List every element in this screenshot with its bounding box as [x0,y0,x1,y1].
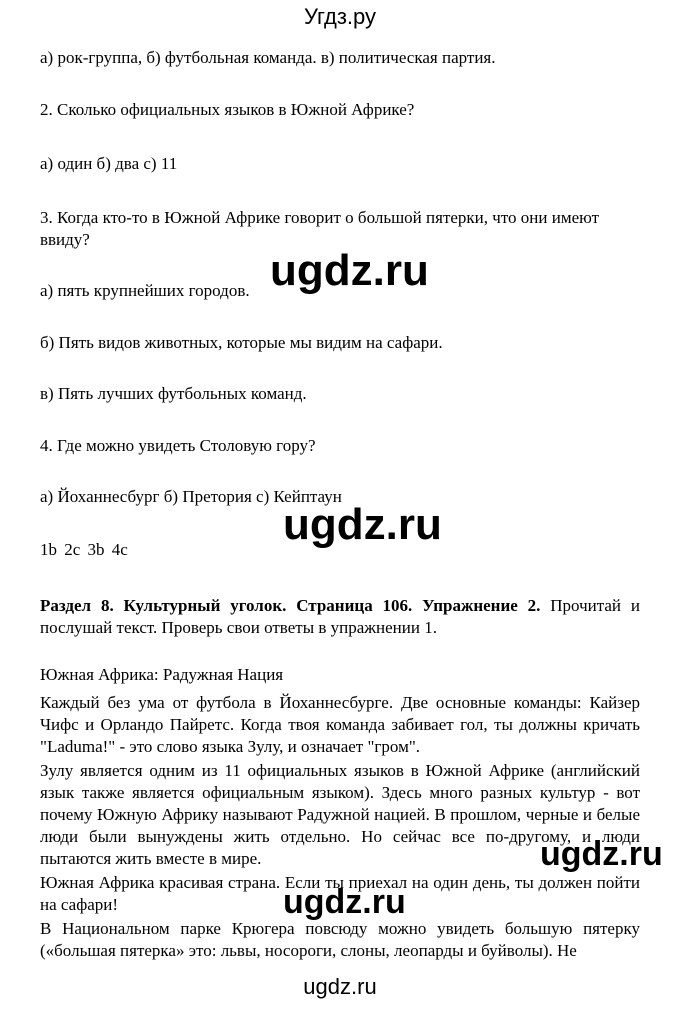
section-heading [40,595,640,639]
paragraph-3: Южная Африка красивая страна. Если ты приехал на один день, ты должен пойти на сафари! [40,873,640,914]
q3-option-c: в) Пять лучших футбольных команд. [40,384,307,403]
watermark: ugdz.ru [283,500,442,549]
watermark: ugdz.ru [270,246,429,295]
watermark: ugdz.ru [283,883,406,921]
watermark: ugdz.ru [540,835,663,873]
question-3: 3. Когда кто-то в Южной Африке говорит о большой пятерки, что они имеют ввиду? [40,208,600,249]
paragraph-1: Каждый без ума от футбола в Йоханнесбурге. Две основные команды: Кайзер Чифс и Орландо Пайретс. Когда твоя команда забивает гол, ты должны кричать "Laduma!" - это слово языка Зулу, и означает "гром". [40,693,640,756]
question-2: 2. Сколько официальных языков в Южной Африке? [40,100,415,119]
q4-options: а) Йоханнесбург б) Претория с) Кейптаун [40,487,342,506]
q2-options: а) один б) два c) 11 [40,154,178,173]
text-title: Южная Африка: Радужная Нация [40,665,284,684]
q1-options: а) рок-группа, б) футбольная команда. в) политическая партия. [40,48,496,67]
answers: 1b 2c 3b 4c [40,540,128,559]
q3-option-a: а) пять крупнейших городов. [40,281,250,300]
q3-option-b: б) Пять видов животных, которые мы видим на сафари. [40,333,443,352]
paragraph-4: В Национальном парке Крюгера повсюду можно увидеть большую пятерку («большая пятерка» это: львы, носороги, слоны, леопарды и буйволы). Не [40,919,640,960]
site-footer: ugdz.ru [303,974,377,999]
site-header: Угдз.ру [303,4,377,29]
section-heading-bold: Раздел 8. Культурный уголок. Страница 106. Упражнение 2. [40,596,541,615]
question-4: 4. Где можно увидеть Столовую гору? [40,436,316,455]
section-heading-text: Прочитай и послушай текст. Проверь свои ответы в упражнении 1. [40,596,640,637]
paragraph-2: Зулу является одним из 11 официальных языков в Южной Африке (английский язык также является официальным языком). Здесь много разных культур - вот почему Южную Африку называют Радужной нацией. В прошлом, черные и белые люди были вынуждены жить отдельно. Но сейчас все по-другому, и люди пытаются жить вместе в мире. [40,761,640,868]
